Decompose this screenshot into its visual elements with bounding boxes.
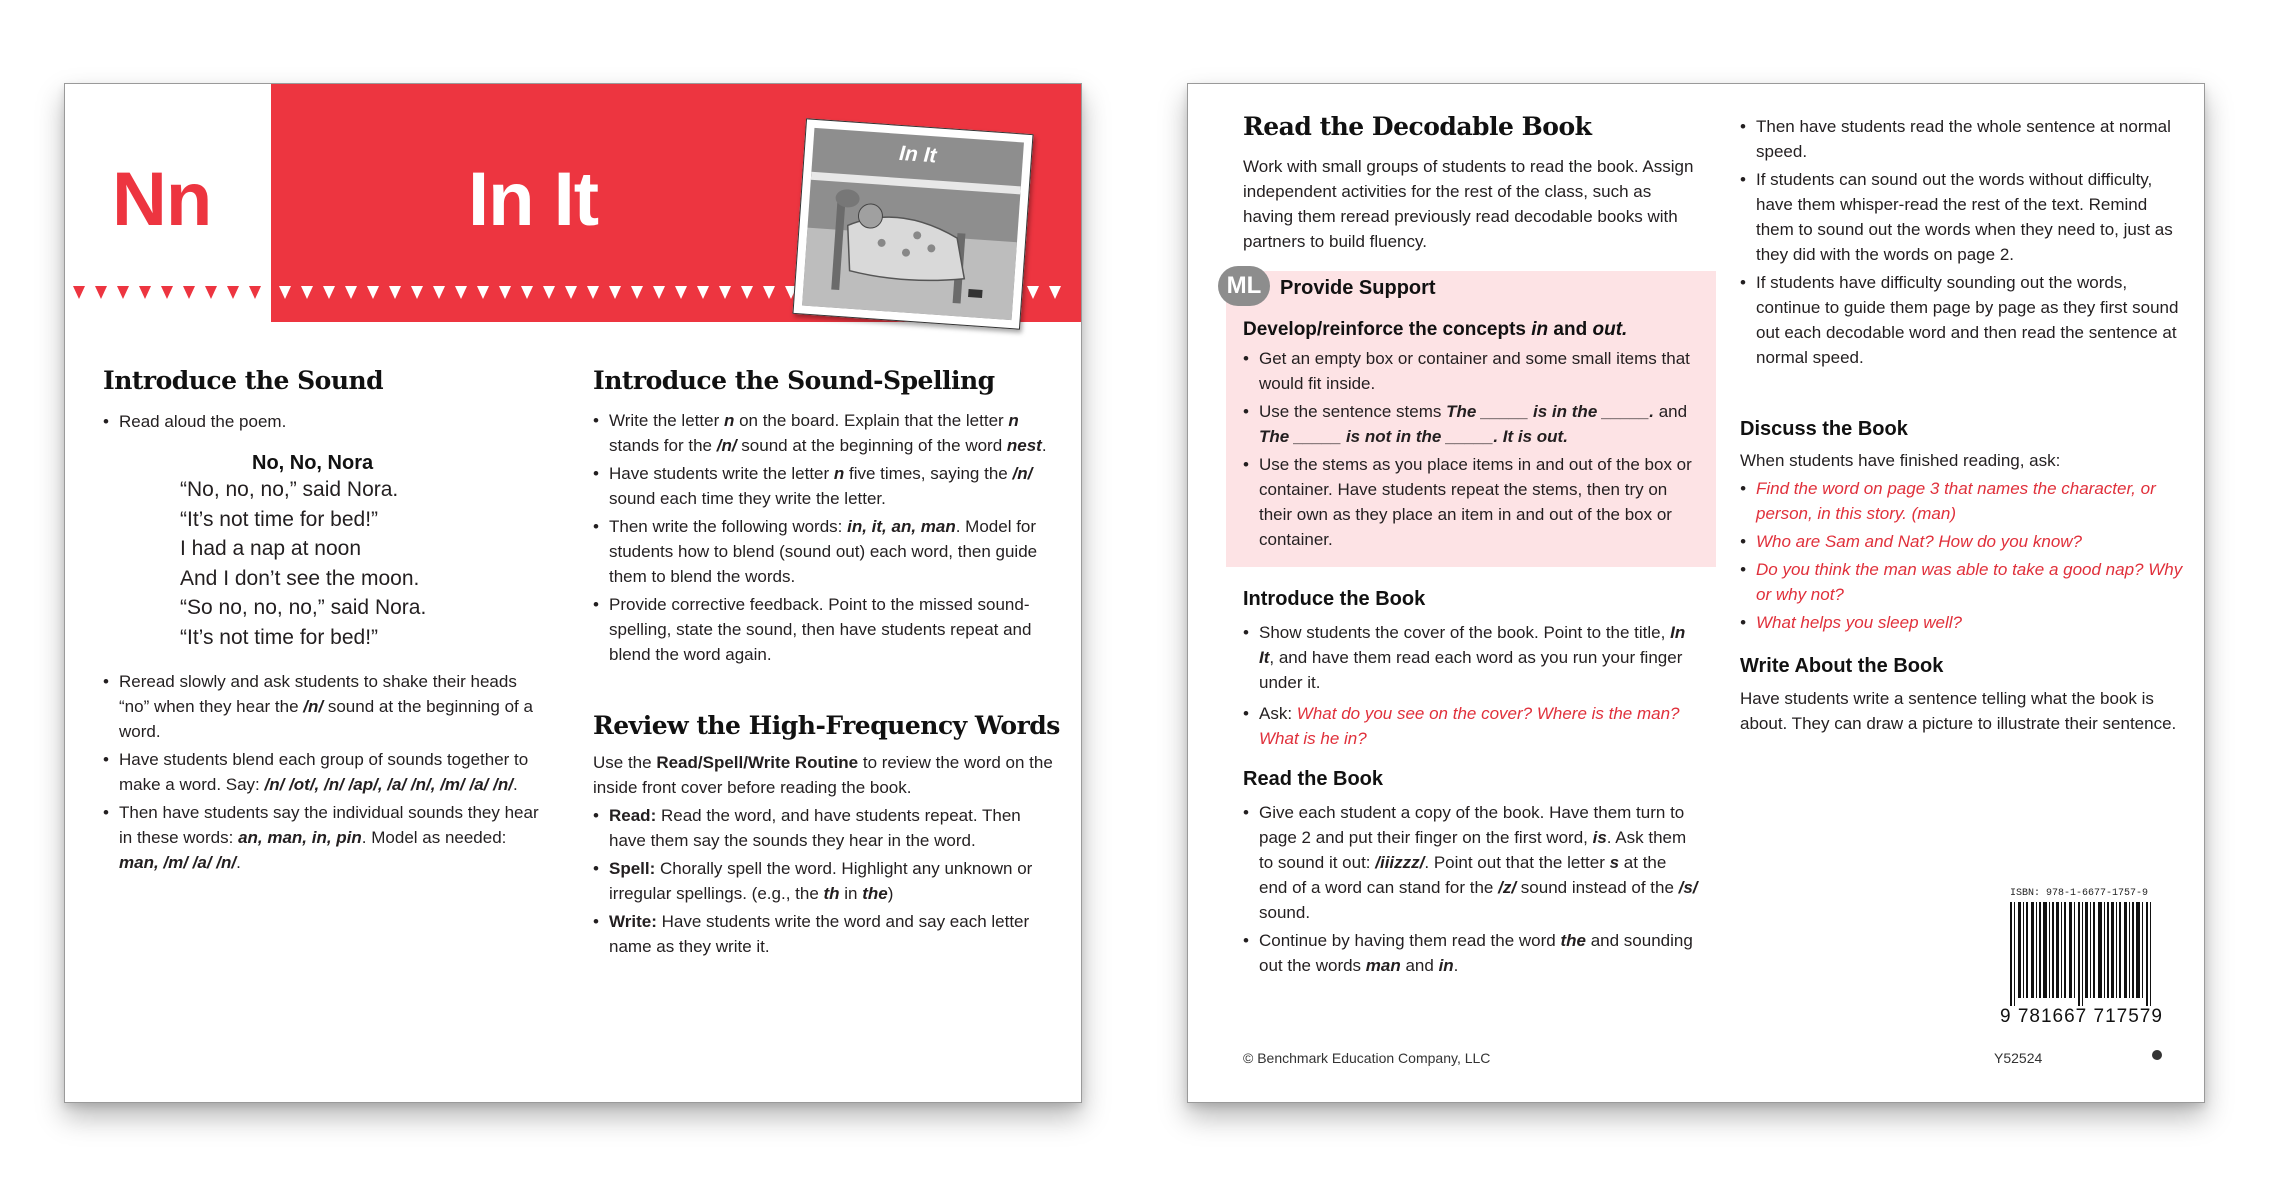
product-code: Y52524: [1994, 1050, 2043, 1066]
intro-sound-bullets: [103, 669, 543, 878]
decodable-text: Work with small groups of students to read the book. Assign independent activities for the rest of the class, such as having them reread previously read decodable books with partners to build fluency.: [1243, 157, 1694, 251]
poem-line: “It’s not time for bed!”: [180, 625, 379, 649]
list-item: • Do you think the man was able to take a good nap? Why or why not?: [1740, 557, 2185, 607]
lesson-title: In It: [468, 157, 599, 242]
intro-sound-bullet-1: • Read aloud the poem.: [103, 409, 603, 437]
ml-badge: ML: [1218, 266, 1270, 306]
heading-write-about-book: Write About the Book: [1740, 655, 1944, 677]
list-item: • If students can sound out the words without difficulty, have them whisper-read the rest of the text. Remind them to sound out the words when they need to, just as they did with the words on page 2.: [1740, 167, 2185, 267]
list-item: • Use the stems as you place items in and out of the box or container. Have students repeat the stems, then try on their own as they place an item in and out of the box or container.: [1243, 452, 1703, 552]
list-item: • Write the letter n on the board. Explain that the letter n stands for the /n/ sound at the beginning of the word nest.: [593, 408, 1053, 458]
circle-icon: [2152, 1050, 2162, 1060]
list-item: • Continue by having them read the word the and sounding out the words man and in.: [1243, 928, 1698, 978]
hfw-bullets: [593, 803, 1053, 962]
list-item: • Provide corrective feedback. Point to the missed sound-spelling, state the sound, then have students repeat and blend the word again.: [593, 592, 1053, 667]
right-page: [1187, 83, 2205, 1103]
read-book-bullets: [1243, 800, 1698, 981]
heading-provide-support: Provide Support: [1280, 277, 1436, 299]
list-item: • Give each student a copy of the book. Have them turn to page 2 and put their finger on the first word, is. Ask them to sound it out: /iiizzz/. Point out that the letter s at the end of a word can stand for the /z/ sound instead of the /s/ sound.: [1243, 800, 1698, 925]
discuss-intro: When students have finished reading, ask:: [1740, 451, 2061, 470]
sound-spelling-bullets: [593, 408, 1053, 670]
barcode-number: 9 781667 717579: [2000, 1006, 2163, 1027]
col2-bullets: [1740, 114, 2185, 373]
list-item: • Then write the following words: in, it, an, man. Model for students how to blend (sound out) each word, then guide them to blend the words.: [593, 514, 1053, 589]
write-about-text: Have students write a sentence telling what the book is about. They can draw a picture to illustrate their sentence.: [1740, 689, 2177, 733]
heading-read-decodable-book: Read the Decodable Book: [1243, 112, 1592, 141]
list-item: • Spell: Chorally spell the word. Highlight any unknown or irregular spellings. (e.g., the th in the): [593, 856, 1053, 906]
poem-line: “No, no, no,” said Nora.: [180, 478, 399, 501]
left-page: [64, 83, 1082, 1103]
hfw-intro: Use the Read/Spell/Write Routine to review the word on the inside front cover before reading the book.: [593, 753, 1053, 797]
heading-discuss-book: Discuss the Book: [1740, 418, 1908, 440]
heading-sound-spelling: Introduce the Sound-Spelling: [593, 366, 995, 395]
poem-line: And I don’t see the moon.: [180, 566, 420, 590]
heading-read-book: Read the Book: [1243, 768, 1384, 790]
poem-line: “So no, no, no,” said Nora.: [180, 596, 427, 619]
poem-line: I had a nap at noon: [180, 537, 361, 560]
heading-high-frequency-words: Review the High-Frequency Words: [593, 711, 1060, 740]
cover-title: In It: [898, 141, 938, 168]
heading-introduce-sound: Introduce the Sound: [103, 366, 384, 395]
support-bullets: [1243, 346, 1703, 555]
poem: [180, 475, 426, 652]
list-item: • Show students the cover of the book. Point to the title, In It, and have them read each word as you run your finger under it.: [1243, 620, 1698, 695]
list-item: • Get an empty box or container and some small items that would fit inside.: [1243, 346, 1703, 396]
list-item: • Read: Read the word, and have students repeat. Then have them say the sounds they hear in the word.: [593, 803, 1053, 853]
list-item: • Use the sentence stems The _____ is in the _____. and The _____ is not in the _____. It is out.: [1243, 399, 1703, 449]
bed-illustration: [802, 128, 1024, 320]
list-item: • Reread slowly and ask students to shake their heads “no” when they hear the /n/ sound at the beginning of a word.: [103, 669, 543, 744]
poem-title: No, No, Nora: [252, 452, 374, 474]
intro-book-bullets: [1243, 620, 1698, 754]
featured-letter: Nn: [112, 157, 212, 242]
list-item: • Find the word on page 3 that names the character, or person, in this story. (man): [1740, 476, 2185, 526]
heading-introduce-book: Introduce the Book: [1243, 588, 1426, 610]
list-item: • Write: Have students write the word and say each letter name as they write it.: [593, 909, 1053, 959]
list-item: • Have students write the letter n five times, saying the /n/ sound each time they write the letter.: [593, 461, 1053, 511]
barcode: [2010, 902, 2160, 1006]
book-cover-thumbnail: [792, 118, 1033, 329]
support-subhead: Develop/reinforce the concepts in and out.: [1243, 319, 1628, 340]
list-item: • Have students blend each group of sounds together to make a word. Say: /n/ /ot/, /n/ /ap/, /a/ /n/, /m/ /a/ /n/.: [103, 747, 543, 797]
isbn-label: ISBN: 978-1-6677-1757-9: [2010, 888, 2149, 899]
copyright: © Benchmark Education Company, LLC: [1243, 1050, 1491, 1066]
zigzag-decoration-white: [65, 286, 271, 322]
list-item: • If students have difficulty sounding out the words, continue to guide them page by page as they first sound out each decodable word and then read the sentence at normal speed.: [1740, 270, 2185, 370]
list-item: • Then have students say the individual sounds they hear in these words: an, man, in, pin. Model as needed: man, /m/ /a/ /n/.: [103, 800, 543, 875]
list-item: • What helps you sleep well?: [1740, 610, 2185, 635]
poem-line: “It’s not time for bed!”: [180, 507, 379, 531]
list-item: • Ask: What do you see on the cover? Where is the man? What is he in?: [1243, 701, 1698, 751]
list-item: • Who are Sam and Nat? How do you know?: [1740, 529, 2185, 554]
discuss-questions: [1740, 476, 2185, 638]
list-item: • Then have students read the whole sentence at normal speed.: [1740, 114, 2185, 164]
